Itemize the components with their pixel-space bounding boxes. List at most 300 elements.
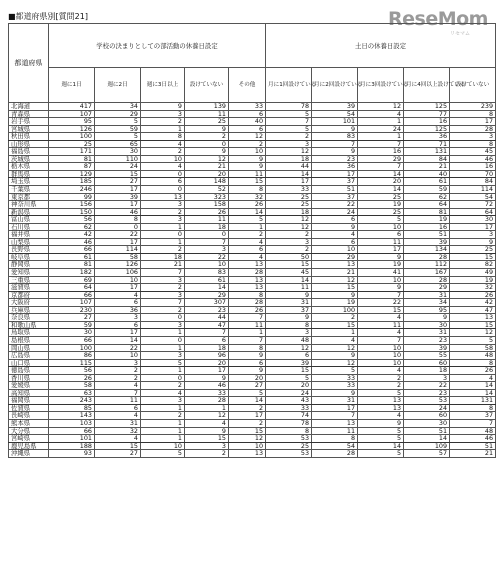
prefecture-name-cell: 大分県 (9, 427, 49, 435)
table-row (9, 397, 496, 405)
value-cell: 10 (358, 344, 404, 352)
value-cell: 9 (312, 148, 358, 156)
value-cell: 1 (358, 118, 404, 126)
prefecture-name-cell: 鹿児島県 (9, 442, 49, 450)
value-cell: 4 (185, 419, 229, 427)
value-cell: 20 (185, 359, 229, 367)
column-header: 設けていない (450, 68, 496, 103)
value-cell: 9 (229, 352, 266, 360)
value-cell: 0 (185, 140, 229, 148)
table-row (9, 103, 496, 111)
value-cell: 81 (49, 155, 95, 163)
value-cell: 9 (358, 253, 404, 261)
value-cell: 53 (404, 397, 450, 405)
table-row (9, 284, 496, 292)
value-cell: 4 (141, 140, 185, 148)
value-cell: 30 (450, 216, 496, 224)
value-cell: 1 (141, 367, 185, 375)
value-cell: 7 (141, 269, 185, 277)
value-cell: 0 (141, 231, 185, 239)
value-cell: 25 (450, 246, 496, 254)
value-cell: 2 (312, 314, 358, 322)
value-cell: 21 (141, 261, 185, 269)
table-row (9, 148, 496, 156)
value-cell: 10 (358, 352, 404, 360)
value-cell: 10 (141, 442, 185, 450)
value-cell: 12 (358, 103, 404, 111)
value-cell: 27 (95, 450, 141, 458)
prefecture-name-cell: 島根県 (9, 336, 49, 344)
value-cell: 22 (95, 344, 141, 352)
column-header: 月に4回以上設けている (404, 68, 450, 103)
value-cell: 1 (358, 133, 404, 141)
table-row (9, 321, 496, 329)
value-cell: 9 (229, 367, 266, 375)
value-cell: 95 (404, 306, 450, 314)
value-cell: 100 (312, 306, 358, 314)
value-cell: 2 (229, 140, 266, 148)
value-cell: 14 (358, 186, 404, 194)
table-row (9, 276, 496, 284)
value-cell: 69 (49, 276, 95, 284)
prefecture-name-cell: 石川県 (9, 223, 49, 231)
value-cell: 230 (49, 306, 95, 314)
value-cell: 10 (229, 148, 266, 156)
value-cell: 19 (312, 299, 358, 307)
value-cell: 4 (229, 253, 266, 261)
value-cell: 10 (312, 246, 358, 254)
value-cell: 8 (266, 321, 312, 329)
value-cell: 4 (358, 367, 404, 375)
table-row (9, 223, 496, 231)
value-cell: 10 (358, 276, 404, 284)
value-cell: 143 (49, 412, 95, 420)
value-cell: 42 (49, 231, 95, 239)
value-cell: 114 (450, 186, 496, 194)
value-cell: 9 (185, 374, 229, 382)
value-cell: 0 (185, 231, 229, 239)
value-cell: 58 (95, 253, 141, 261)
value-cell: 26 (450, 367, 496, 375)
value-cell: 12 (229, 133, 266, 141)
value-cell: 2 (266, 246, 312, 254)
value-cell: 107 (49, 299, 95, 307)
value-cell: 8 (450, 110, 496, 118)
value-cell: 9 (358, 284, 404, 292)
value-cell: 33 (185, 389, 229, 397)
value-cell: 51 (404, 427, 450, 435)
value-cell: 21 (185, 163, 229, 171)
value-cell: 83 (312, 133, 358, 141)
value-cell: 150 (49, 208, 95, 216)
value-cell: 417 (49, 103, 95, 111)
value-cell: 1 (312, 329, 358, 337)
value-cell: 66 (49, 246, 95, 254)
value-cell: 25 (358, 208, 404, 216)
prefecture-name-cell: 愛知県 (9, 269, 49, 277)
value-cell: 106 (95, 269, 141, 277)
value-cell: 18 (266, 208, 312, 216)
value-cell: 4 (229, 238, 266, 246)
prefecture-name-cell: 東京都 (9, 193, 49, 201)
value-cell: 19 (404, 216, 450, 224)
value-cell: 12 (185, 155, 229, 163)
value-cell: 0 (141, 336, 185, 344)
value-cell: 18 (141, 253, 185, 261)
value-cell: 7 (95, 389, 141, 397)
value-cell: 8 (95, 216, 141, 224)
value-cell: 12 (312, 276, 358, 284)
value-cell: 47 (450, 306, 496, 314)
value-cell: 107 (49, 110, 95, 118)
table-row (9, 450, 496, 458)
value-cell: 8 (450, 404, 496, 412)
value-cell: 2 (141, 208, 185, 216)
value-cell: 20 (229, 374, 266, 382)
value-cell: 1 (141, 125, 185, 133)
group-header-weekend: 土日の休養日設定 (266, 24, 496, 68)
column-header-row (9, 68, 496, 103)
value-cell: 28 (404, 253, 450, 261)
value-cell: 5 (358, 216, 404, 224)
value-cell: 3 (141, 276, 185, 284)
value-cell: 17 (312, 404, 358, 412)
value-cell: 1 (141, 223, 185, 231)
value-cell: 61 (185, 276, 229, 284)
value-cell: 59 (49, 321, 95, 329)
value-cell: 33 (266, 404, 312, 412)
value-cell: 101 (49, 435, 95, 443)
table-row (9, 359, 496, 367)
value-cell: 8 (266, 427, 312, 435)
value-cell: 13 (229, 276, 266, 284)
prefecture-name-cell: 福島県 (9, 148, 49, 156)
value-cell: 9 (229, 155, 266, 163)
value-cell: 7 (229, 314, 266, 322)
value-cell: 15 (95, 442, 141, 450)
prefecture-name-cell: 愛媛県 (9, 382, 49, 390)
prefecture-name-cell: 高知県 (9, 389, 49, 397)
value-cell: 15 (185, 435, 229, 443)
value-cell: 30 (49, 329, 95, 337)
value-cell: 48 (450, 352, 496, 360)
value-cell: 6 (229, 359, 266, 367)
value-cell: 13 (312, 419, 358, 427)
value-cell: 84 (450, 178, 496, 186)
value-cell: 27 (95, 178, 141, 186)
value-cell: 17 (450, 118, 496, 126)
prefecture-name-cell: 青森県 (9, 110, 49, 118)
prefecture-name-cell: 沖縄県 (9, 450, 49, 458)
value-cell: 5 (95, 118, 141, 126)
prefecture-name-cell: 栃木県 (9, 163, 49, 171)
table-body (9, 103, 496, 458)
value-cell: 4 (312, 336, 358, 344)
value-cell: 8 (229, 291, 266, 299)
prefecture-name-cell: 福岡県 (9, 397, 49, 405)
value-cell: 2 (141, 382, 185, 390)
value-cell: 7 (229, 336, 266, 344)
value-cell: 40 (229, 118, 266, 126)
value-cell: 9 (312, 291, 358, 299)
value-cell: 3 (266, 238, 312, 246)
value-cell: 17 (95, 201, 141, 209)
value-cell: 31 (266, 299, 312, 307)
value-cell: 10 (229, 442, 266, 450)
prefecture-name-cell: 富山県 (9, 216, 49, 224)
value-cell: 10 (95, 352, 141, 360)
value-cell: 5 (229, 389, 266, 397)
value-cell: 18 (266, 155, 312, 163)
value-cell: 40 (404, 170, 450, 178)
value-cell: 11 (229, 170, 266, 178)
value-cell: 46 (49, 238, 95, 246)
value-cell: 4 (141, 389, 185, 397)
value-cell: 148 (185, 178, 229, 186)
value-cell: 30 (95, 148, 141, 156)
value-cell: 129 (49, 170, 95, 178)
value-cell: 3 (266, 140, 312, 148)
value-cell: 2 (141, 118, 185, 126)
value-cell: 9 (312, 389, 358, 397)
value-cell: 56 (49, 367, 95, 375)
value-cell: 27 (229, 382, 266, 390)
value-cell: 13 (450, 314, 496, 322)
table-row (9, 374, 496, 382)
value-cell: 8 (450, 359, 496, 367)
value-cell: 167 (404, 269, 450, 277)
prefecture-name-cell: 山梨県 (9, 238, 49, 246)
value-cell: 17 (312, 170, 358, 178)
value-cell: 1 (141, 427, 185, 435)
value-cell: 29 (185, 291, 229, 299)
value-cell: 37 (312, 178, 358, 186)
prefecture-name-cell: 長野県 (9, 246, 49, 254)
value-cell: 246 (49, 186, 95, 194)
value-cell: 54 (450, 193, 496, 201)
value-cell: 1 (141, 329, 185, 337)
column-header: 週に1日 (49, 68, 95, 103)
value-cell: 15 (450, 321, 496, 329)
value-cell: 14 (95, 336, 141, 344)
value-cell: 13 (229, 450, 266, 458)
value-cell: 9 (185, 427, 229, 435)
value-cell: 114 (95, 246, 141, 254)
value-cell: 87 (49, 163, 95, 171)
value-cell: 6 (229, 110, 266, 118)
value-cell: 1 (229, 329, 266, 337)
value-cell: 0 (141, 314, 185, 322)
value-cell: 20 (358, 178, 404, 186)
value-cell: 13 (358, 404, 404, 412)
value-cell: 20 (185, 170, 229, 178)
prefecture-name-cell: 兵庫県 (9, 306, 49, 314)
value-cell: 28 (450, 125, 496, 133)
value-cell: 188 (49, 442, 95, 450)
prefecture-name-cell: 滋賀県 (9, 284, 49, 292)
value-cell: 15 (95, 170, 141, 178)
value-cell: 57 (404, 450, 450, 458)
prefecture-name-cell: 山形県 (9, 140, 49, 148)
value-cell: 86 (49, 352, 95, 360)
value-cell: 9 (312, 223, 358, 231)
prefecture-name-cell: 三重県 (9, 276, 49, 284)
value-cell: 11 (266, 284, 312, 292)
value-cell: 23 (404, 389, 450, 397)
value-cell: 6 (95, 404, 141, 412)
value-cell: 10 (95, 276, 141, 284)
value-cell: 8 (141, 133, 185, 141)
value-cell: 12 (266, 148, 312, 156)
value-cell: 62 (404, 193, 450, 201)
prefecture-name-cell: 熊本県 (9, 419, 49, 427)
value-cell: 44 (266, 163, 312, 171)
value-cell: 39 (95, 193, 141, 201)
value-cell: 239 (450, 103, 496, 111)
value-cell: 5 (141, 450, 185, 458)
value-cell: 39 (312, 103, 358, 111)
value-cell: 46 (450, 155, 496, 163)
value-cell: 125 (404, 103, 450, 111)
value-cell: 2 (229, 419, 266, 427)
table-row (9, 253, 496, 261)
value-cell: 17 (229, 412, 266, 420)
value-cell: 33 (312, 374, 358, 382)
value-cell: 1 (141, 419, 185, 427)
value-cell: 33 (229, 103, 266, 111)
value-cell: 16 (450, 163, 496, 171)
value-cell: 323 (185, 193, 229, 201)
value-cell: 23 (312, 155, 358, 163)
value-cell: 26 (229, 306, 266, 314)
value-cell: 5 (358, 427, 404, 435)
value-cell: 18 (185, 344, 229, 352)
value-cell: 6 (95, 299, 141, 307)
value-cell: 46 (185, 382, 229, 390)
value-cell: 48 (450, 427, 496, 435)
value-cell: 51 (450, 442, 496, 450)
prefecture-name-cell: 千葉県 (9, 186, 49, 194)
value-cell: 53 (266, 435, 312, 443)
prefecture-name-cell: 奈良県 (9, 314, 49, 322)
value-cell: 7 (450, 419, 496, 427)
value-cell: 13 (312, 261, 358, 269)
value-cell: 33 (312, 382, 358, 390)
value-cell: 96 (185, 352, 229, 360)
table-row (9, 231, 496, 239)
table-row (9, 208, 496, 216)
value-cell: 6 (266, 352, 312, 360)
value-cell: 56 (49, 216, 95, 224)
table-row (9, 435, 496, 443)
value-cell: 42 (450, 299, 496, 307)
logo-text: ReseMom (388, 8, 488, 30)
table-row (9, 382, 496, 390)
column-header: その他 (229, 68, 266, 103)
value-cell: 22 (312, 201, 358, 209)
value-cell: 3 (141, 352, 185, 360)
value-cell: 31 (404, 291, 450, 299)
value-cell: 5 (95, 133, 141, 141)
value-cell: 29 (358, 155, 404, 163)
prefecture-name-cell: 香川県 (9, 374, 49, 382)
table-row (9, 238, 496, 246)
value-cell: 110 (95, 155, 141, 163)
group-header-row (9, 24, 496, 68)
value-cell: 43 (266, 397, 312, 405)
column-header: 設けていない (185, 68, 229, 103)
value-cell: 61 (404, 178, 450, 186)
value-cell: 25 (266, 201, 312, 209)
value-cell: 16 (404, 223, 450, 231)
value-cell: 12 (312, 344, 358, 352)
value-cell: 1 (229, 223, 266, 231)
value-cell: 7 (185, 329, 229, 337)
value-cell: 3 (141, 397, 185, 405)
value-cell: 45 (450, 148, 496, 156)
value-cell: 4 (95, 412, 141, 420)
value-cell: 14 (266, 170, 312, 178)
prefecture-table (8, 23, 496, 458)
value-cell: 13 (358, 397, 404, 405)
value-cell: 28 (404, 276, 450, 284)
value-cell: 4 (358, 314, 404, 322)
group-header-school-rule: 学校の決まりとしての部活動の休養日設定 (49, 24, 266, 68)
prefecture-name-cell: 鳥取県 (9, 329, 49, 337)
value-cell: 158 (185, 201, 229, 209)
value-cell: 185 (49, 178, 95, 186)
value-cell: 17 (358, 246, 404, 254)
table-row (9, 442, 496, 450)
value-cell: 22 (185, 253, 229, 261)
value-cell: 5 (450, 336, 496, 344)
value-cell: 18 (404, 367, 450, 375)
value-cell: 11 (358, 238, 404, 246)
value-cell: 2 (229, 231, 266, 239)
value-cell: 2 (185, 450, 229, 458)
value-cell: 5 (266, 125, 312, 133)
value-cell: 1 (141, 238, 185, 246)
value-cell: 44 (185, 314, 229, 322)
value-cell: 64 (450, 208, 496, 216)
prefecture-name-cell: 宮崎県 (9, 435, 49, 443)
value-cell: 60 (404, 359, 450, 367)
value-cell: 93 (49, 450, 95, 458)
value-cell: 24 (358, 125, 404, 133)
value-cell: 7 (312, 140, 358, 148)
value-cell: 16 (358, 148, 404, 156)
value-cell: 7 (358, 291, 404, 299)
value-cell: 21 (404, 163, 450, 171)
value-cell: 9 (312, 125, 358, 133)
value-cell: 243 (49, 397, 95, 405)
value-cell: 3 (141, 216, 185, 224)
value-cell: 5 (266, 374, 312, 382)
value-cell: 24 (95, 163, 141, 171)
page-title: ■都道府県別[質問21] (8, 12, 88, 21)
value-cell: 2 (141, 246, 185, 254)
value-cell: 2 (95, 367, 141, 375)
prefecture-name-cell: 埼玉県 (9, 178, 49, 186)
value-cell: 23 (185, 306, 229, 314)
value-cell: 12 (312, 359, 358, 367)
value-cell: 52 (185, 186, 229, 194)
value-cell: 2 (95, 374, 141, 382)
value-cell: 126 (95, 261, 141, 269)
value-cell: 14 (229, 397, 266, 405)
value-cell: 61 (49, 253, 95, 261)
value-cell: 29 (312, 253, 358, 261)
